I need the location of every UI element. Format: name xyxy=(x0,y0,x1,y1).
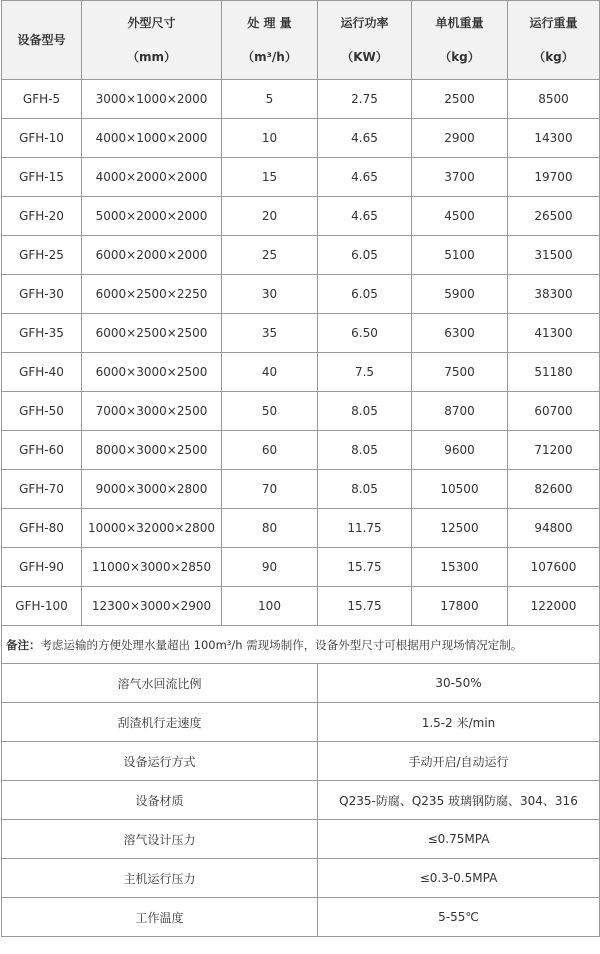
param-value: ≤0.3-0.5MPA xyxy=(318,859,600,898)
cell-dimensions: 6000×2500×2250 xyxy=(82,275,222,314)
cell-model: GFH-60 xyxy=(2,431,82,470)
note-label: 备注： xyxy=(6,637,41,652)
cell-unit-weight: 4500 xyxy=(412,197,508,236)
param-label: 设备运行方式 xyxy=(2,742,318,781)
cell-model: GFH-20 xyxy=(2,197,82,236)
param-label: 工作温度 xyxy=(2,898,318,937)
table-row xyxy=(2,431,600,470)
cell-unit-weight: 5900 xyxy=(412,275,508,314)
cell-power: 6.05 xyxy=(318,275,412,314)
cell-operating-weight: 94800 xyxy=(508,509,600,548)
cell-model: GFH-5 xyxy=(2,80,82,119)
cell-operating-weight: 26500 xyxy=(508,197,600,236)
cell-unit-weight: 10500 xyxy=(412,470,508,509)
cell-power: 6.50 xyxy=(318,314,412,353)
cell-operating-weight: 31500 xyxy=(508,236,600,275)
cell-dimensions: 12300×3000×2900 xyxy=(82,587,222,626)
table-row xyxy=(2,548,600,587)
cell-power: 11.75 xyxy=(318,509,412,548)
cell-power: 8.05 xyxy=(318,470,412,509)
cell-unit-weight: 8700 xyxy=(412,392,508,431)
param-label: 主机运行压力 xyxy=(2,859,318,898)
cell-unit-weight: 5100 xyxy=(412,236,508,275)
param-row xyxy=(2,742,600,781)
param-value: 1.5-2 米/min xyxy=(318,703,600,742)
cell-unit-weight: 9600 xyxy=(412,431,508,470)
cell-power: 7.5 xyxy=(318,353,412,392)
table-row xyxy=(2,275,600,314)
table-row xyxy=(2,158,600,197)
note-cell xyxy=(2,626,600,664)
table-row xyxy=(2,236,600,275)
cell-capacity: 5 xyxy=(222,80,318,119)
cell-capacity: 80 xyxy=(222,509,318,548)
cell-model: GFH-100 xyxy=(2,587,82,626)
header-capacity: 处 理 量 （m³/h） xyxy=(222,1,318,80)
cell-capacity: 40 xyxy=(222,353,318,392)
cell-model: GFH-35 xyxy=(2,314,82,353)
cell-dimensions: 6000×3000×2500 xyxy=(82,353,222,392)
param-row xyxy=(2,781,600,820)
cell-unit-weight: 2500 xyxy=(412,80,508,119)
cell-power: 4.65 xyxy=(318,197,412,236)
cell-operating-weight: 41300 xyxy=(508,314,600,353)
cell-capacity: 30 xyxy=(222,275,318,314)
header-model: 设备型号 xyxy=(2,1,82,80)
note-row xyxy=(2,626,600,664)
spec-table xyxy=(1,0,600,937)
cell-dimensions: 3000×1000×2000 xyxy=(82,80,222,119)
cell-power: 8.05 xyxy=(318,431,412,470)
cell-unit-weight: 17800 xyxy=(412,587,508,626)
cell-power: 15.75 xyxy=(318,548,412,587)
cell-operating-weight: 8500 xyxy=(508,80,600,119)
cell-dimensions: 5000×2000×2000 xyxy=(82,197,222,236)
cell-unit-weight: 6300 xyxy=(412,314,508,353)
param-value: ≤0.75MPA xyxy=(318,820,600,859)
header-row xyxy=(2,1,600,80)
cell-capacity: 35 xyxy=(222,314,318,353)
cell-dimensions: 11000×3000×2850 xyxy=(82,548,222,587)
cell-dimensions: 10000×32000×2800 xyxy=(82,509,222,548)
cell-operating-weight: 82600 xyxy=(508,470,600,509)
param-value: 手动开启/自动运行 xyxy=(318,742,600,781)
cell-capacity: 15 xyxy=(222,158,318,197)
param-row xyxy=(2,703,600,742)
cell-capacity: 70 xyxy=(222,470,318,509)
cell-model: GFH-40 xyxy=(2,353,82,392)
cell-unit-weight: 7500 xyxy=(412,353,508,392)
table-row xyxy=(2,509,600,548)
cell-dimensions: 4000×1000×2000 xyxy=(82,119,222,158)
cell-power: 8.05 xyxy=(318,392,412,431)
cell-unit-weight: 15300 xyxy=(412,548,508,587)
cell-capacity: 60 xyxy=(222,431,318,470)
param-label: 刮渣机行走速度 xyxy=(2,703,318,742)
cell-capacity: 20 xyxy=(222,197,318,236)
cell-unit-weight: 3700 xyxy=(412,158,508,197)
cell-model: GFH-25 xyxy=(2,236,82,275)
cell-operating-weight: 14300 xyxy=(508,119,600,158)
cell-power: 4.65 xyxy=(318,119,412,158)
param-value: 30-50% xyxy=(318,664,600,703)
param-value: 5-55℃ xyxy=(318,898,600,937)
cell-model: GFH-80 xyxy=(2,509,82,548)
cell-model: GFH-10 xyxy=(2,119,82,158)
cell-model: GFH-70 xyxy=(2,470,82,509)
cell-power: 2.75 xyxy=(318,80,412,119)
table-row xyxy=(2,80,600,119)
cell-dimensions: 6000×2500×2500 xyxy=(82,314,222,353)
cell-unit-weight: 12500 xyxy=(412,509,508,548)
cell-operating-weight: 38300 xyxy=(508,275,600,314)
cell-power: 4.65 xyxy=(318,158,412,197)
table-row xyxy=(2,314,600,353)
param-label: 溶气设计压力 xyxy=(2,820,318,859)
cell-model: GFH-30 xyxy=(2,275,82,314)
cell-capacity: 50 xyxy=(222,392,318,431)
table-row xyxy=(2,353,600,392)
param-value: Q235-防腐、Q235 玻璃钢防腐、304、316 xyxy=(318,781,600,820)
cell-operating-weight: 60700 xyxy=(508,392,600,431)
cell-operating-weight: 51180 xyxy=(508,353,600,392)
cell-operating-weight: 71200 xyxy=(508,431,600,470)
cell-capacity: 10 xyxy=(222,119,318,158)
table-row xyxy=(2,119,600,158)
param-row xyxy=(2,898,600,937)
cell-operating-weight: 122000 xyxy=(508,587,600,626)
cell-capacity: 90 xyxy=(222,548,318,587)
table-row xyxy=(2,470,600,509)
cell-dimensions: 7000×3000×2500 xyxy=(82,392,222,431)
cell-operating-weight: 19700 xyxy=(508,158,600,197)
param-row xyxy=(2,859,600,898)
header-dimensions: 外型尺寸 （mm） xyxy=(82,1,222,80)
param-row xyxy=(2,820,600,859)
cell-dimensions: 9000×3000×2800 xyxy=(82,470,222,509)
header-unit-weight: 单机重量 （kg） xyxy=(412,1,508,80)
cell-dimensions: 8000×3000×2500 xyxy=(82,431,222,470)
param-label: 溶气水回流比例 xyxy=(2,664,318,703)
cell-dimensions: 6000×2000×2000 xyxy=(82,236,222,275)
cell-operating-weight: 107600 xyxy=(508,548,600,587)
table-row xyxy=(2,587,600,626)
cell-dimensions: 4000×2000×2000 xyxy=(82,158,222,197)
header-power: 运行功率 （KW） xyxy=(318,1,412,80)
table-row xyxy=(2,197,600,236)
cell-unit-weight: 2900 xyxy=(412,119,508,158)
cell-model: GFH-15 xyxy=(2,158,82,197)
param-label: 设备材质 xyxy=(2,781,318,820)
table-row xyxy=(2,392,600,431)
cell-capacity: 100 xyxy=(222,587,318,626)
header-operating-weight: 运行重量 （kg） xyxy=(508,1,600,80)
cell-power: 6.05 xyxy=(318,236,412,275)
cell-capacity: 25 xyxy=(222,236,318,275)
cell-model: GFH-50 xyxy=(2,392,82,431)
cell-power: 15.75 xyxy=(318,587,412,626)
note-text: 考虑运输的方便处理水量超出 100m³/h 需现场制作，设备外型尺寸可根据用户现场情况定制。 xyxy=(40,637,523,652)
param-row xyxy=(2,664,600,703)
cell-model: GFH-90 xyxy=(2,548,82,587)
